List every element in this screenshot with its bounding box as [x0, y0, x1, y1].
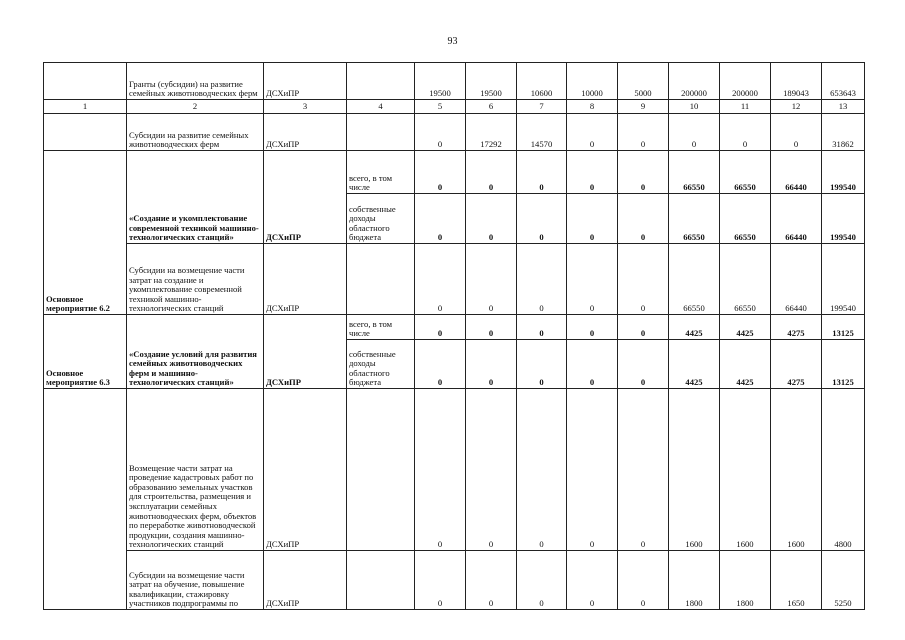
source-cell — [347, 114, 415, 151]
value-cell: 4275 — [771, 315, 822, 340]
value-cell: 0 — [466, 389, 517, 551]
measure-name-cell: Субсидии на возмещение части затрат на создание и укомплектование современной техникой машинно-технологических станций — [127, 244, 264, 315]
column-number: 6 — [466, 100, 517, 114]
source-cell — [347, 63, 415, 100]
measure-name-cell: Возмещение части затрат на проведение кадастровых работ по образованию земельных участков для строительства, размещения и эксплуатации семейных животноводческих ферм, объектов по переработке животноводческой продукции, создания машинно-технологических станций — [127, 389, 264, 551]
value-cell: 0 — [618, 114, 669, 151]
value-cell: 19500 — [415, 63, 466, 100]
agency-cell: ДСХиПР — [264, 551, 347, 610]
column-number: 1 — [44, 100, 127, 114]
value-cell: 13125 — [822, 340, 865, 389]
table-row — [44, 389, 865, 551]
column-number: 12 — [771, 100, 822, 114]
value-cell: 0 — [466, 194, 517, 244]
column-number: 9 — [618, 100, 669, 114]
column-number: 8 — [567, 100, 618, 114]
table-row — [44, 315, 865, 340]
value-cell: 653643 — [822, 63, 865, 100]
value-cell: 0 — [415, 340, 466, 389]
table-row — [44, 244, 865, 315]
value-cell: 0 — [618, 389, 669, 551]
value-cell: 200000 — [720, 63, 771, 100]
value-cell: 0 — [567, 340, 618, 389]
value-cell: 0 — [466, 340, 517, 389]
agency-cell: ДСХиПР — [264, 151, 347, 244]
row-label-cell — [44, 114, 127, 151]
value-cell: 66550 — [720, 194, 771, 244]
agency-cell: ДСХиПР — [264, 114, 347, 151]
value-cell: 0 — [618, 244, 669, 315]
value-cell: 0 — [466, 315, 517, 340]
source-cell — [347, 244, 415, 315]
value-cell: 0 — [618, 151, 669, 194]
value-cell: 0 — [618, 551, 669, 610]
value-cell: 0 — [517, 244, 567, 315]
value-cell: 4425 — [669, 340, 720, 389]
measure-name-cell: Субсидии на развитие семейных животноводческих ферм — [127, 114, 264, 151]
value-cell: 66550 — [720, 244, 771, 315]
column-number: 13 — [822, 100, 865, 114]
value-cell: 0 — [415, 389, 466, 551]
value-cell: 0 — [618, 340, 669, 389]
source-cell — [347, 551, 415, 610]
value-cell: 0 — [618, 315, 669, 340]
value-cell: 199540 — [822, 244, 865, 315]
value-cell: 0 — [517, 389, 567, 551]
column-number: 7 — [517, 100, 567, 114]
value-cell: 0 — [517, 315, 567, 340]
agency-cell: ДСХиПР — [264, 63, 347, 100]
value-cell: 10000 — [567, 63, 618, 100]
value-cell: 5000 — [618, 63, 669, 100]
source-cell: всего, в том числе — [347, 151, 415, 194]
value-cell: 0 — [567, 244, 618, 315]
value-cell: 0 — [415, 151, 466, 194]
value-cell: 4425 — [669, 315, 720, 340]
agency-cell: ДСХиПР — [264, 315, 347, 389]
table-row — [44, 114, 865, 151]
value-cell: 0 — [466, 244, 517, 315]
value-cell: 0 — [567, 315, 618, 340]
measure-name-cell: Гранты (субсидии) на развитие семейных животноводческих ферм — [127, 63, 264, 100]
value-cell: 17292 — [466, 114, 517, 151]
table-row — [44, 551, 865, 610]
measure-label-cell: Основное мероприятие 6.2 — [44, 151, 127, 315]
value-cell: 66440 — [771, 194, 822, 244]
value-cell: 0 — [720, 114, 771, 151]
value-cell: 1600 — [720, 389, 771, 551]
value-cell: 31862 — [822, 114, 865, 151]
measure-label-cell: Основное мероприятие 6.3 — [44, 315, 127, 389]
value-cell: 1650 — [771, 551, 822, 610]
table-row — [44, 63, 865, 100]
column-number-row — [44, 100, 865, 114]
budget-table — [43, 62, 865, 610]
table-row — [44, 151, 865, 194]
value-cell: 19500 — [466, 63, 517, 100]
value-cell: 0 — [415, 194, 466, 244]
value-cell: 0 — [567, 114, 618, 151]
value-cell: 4800 — [822, 389, 865, 551]
source-cell: собственные доходы областного бюджета — [347, 194, 415, 244]
value-cell: 4275 — [771, 340, 822, 389]
value-cell: 0 — [517, 551, 567, 610]
value-cell: 0 — [415, 244, 466, 315]
value-cell: 0 — [415, 114, 466, 151]
value-cell: 0 — [415, 315, 466, 340]
value-cell: 0 — [517, 151, 567, 194]
value-cell: 1600 — [771, 389, 822, 551]
value-cell: 66550 — [669, 151, 720, 194]
value-cell: 66440 — [771, 151, 822, 194]
value-cell: 0 — [567, 151, 618, 194]
column-number: 10 — [669, 100, 720, 114]
column-number: 2 — [127, 100, 264, 114]
value-cell: 0 — [567, 551, 618, 610]
source-cell — [347, 389, 415, 551]
source-cell: всего, в том числе — [347, 315, 415, 340]
value-cell: 0 — [517, 340, 567, 389]
value-cell: 66550 — [720, 151, 771, 194]
value-cell: 13125 — [822, 315, 865, 340]
value-cell: 14570 — [517, 114, 567, 151]
measure-name-cell: Субсидии на возмещение части затрат на обучение, повышение квалификации, стажировку участников подпрограммы по — [127, 551, 264, 610]
value-cell: 1600 — [669, 389, 720, 551]
row-label-cell — [44, 63, 127, 100]
source-cell: собственные доходы областного бюджета — [347, 340, 415, 389]
measure-name-cell: «Создание и укомплектование современной техникой машинно-технологических станций» — [127, 151, 264, 244]
value-cell: 4425 — [720, 315, 771, 340]
agency-cell: ДСХиПР — [264, 244, 347, 315]
value-cell: 200000 — [669, 63, 720, 100]
value-cell: 66550 — [669, 194, 720, 244]
value-cell: 66440 — [771, 244, 822, 315]
value-cell: 1800 — [720, 551, 771, 610]
column-number: 5 — [415, 100, 466, 114]
value-cell: 0 — [567, 389, 618, 551]
value-cell: 66550 — [669, 244, 720, 315]
column-number: 4 — [347, 100, 415, 114]
value-cell: 0 — [771, 114, 822, 151]
row-label-cell — [44, 389, 127, 610]
page-number: 93 — [447, 36, 458, 47]
value-cell: 1800 — [669, 551, 720, 610]
value-cell: 0 — [466, 551, 517, 610]
value-cell: 199540 — [822, 194, 865, 244]
measure-name-cell: «Создание условий для развития семейных животноводческих ферм и машинно-технологических станций» — [127, 315, 264, 389]
value-cell: 0 — [669, 114, 720, 151]
column-number: 11 — [720, 100, 771, 114]
value-cell: 4425 — [720, 340, 771, 389]
agency-cell: ДСХиПР — [264, 389, 347, 551]
value-cell: 5250 — [822, 551, 865, 610]
value-cell: 0 — [567, 194, 618, 244]
value-cell: 199540 — [822, 151, 865, 194]
value-cell: 0 — [517, 194, 567, 244]
value-cell: 189043 — [771, 63, 822, 100]
value-cell: 0 — [618, 194, 669, 244]
value-cell: 10600 — [517, 63, 567, 100]
value-cell: 0 — [415, 551, 466, 610]
value-cell: 0 — [466, 151, 517, 194]
column-number: 3 — [264, 100, 347, 114]
